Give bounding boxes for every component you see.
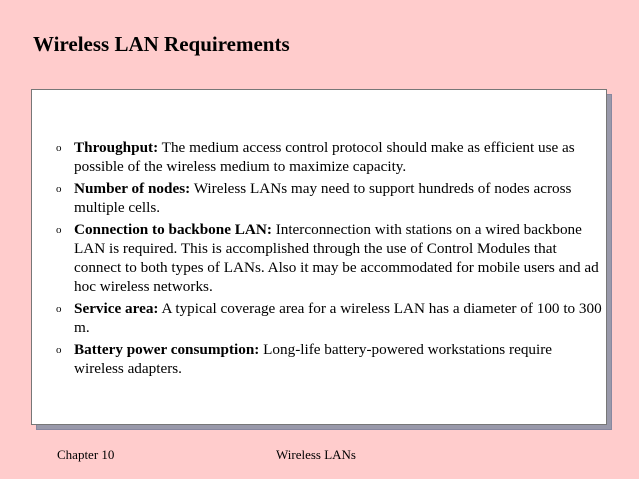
slide-title: Wireless LAN Requirements [33, 32, 290, 56]
bullet-marker-icon: o [56, 344, 62, 356]
bullet-item-connection-to-backbone [32, 220, 606, 296]
bullet-term: Connection to backbone LAN: [74, 221, 272, 238]
bullet-term: Throughput: [74, 139, 159, 156]
bullet-text: A typical coverage area for a wireless LAN has a diameter of 100 to 300 m. [74, 300, 602, 336]
bullet-text: The medium access control protocol should make as efficient use as possible of the wireless medium to maximize capacity. [74, 139, 575, 175]
bullet-marker-icon: o [56, 183, 62, 195]
bullet-text: Interconnection with stations on a wired backbone LAN is required. This is accomplished through the use of Control Modules that connect to both types of LANs. Also it may be accommodated for mobile users and ad hoc wireless networks. [74, 221, 599, 295]
bullet-item-service-area [32, 299, 606, 337]
bullet-term: Service area: [74, 300, 159, 317]
bullet-item-throughput [32, 138, 606, 176]
bullet-marker-icon: o [56, 224, 62, 236]
bullet-list [32, 138, 606, 381]
bullet-item-number-of-nodes [32, 179, 606, 217]
bullet-term: Number of nodes: [74, 180, 191, 197]
bullet-text: Long-life battery-powered workstations require wireless adapters. [74, 341, 553, 377]
bullet-marker-icon: o [56, 142, 62, 154]
footer-topic: Wireless LANs [276, 447, 356, 462]
bullet-marker-icon: o [56, 303, 62, 315]
bullet-term: Battery power consumption: [74, 341, 260, 358]
bullet-item-battery-power [32, 340, 606, 378]
footer-chapter: Chapter 10 [57, 447, 115, 462]
content-box [31, 89, 607, 425]
bullet-text: Wireless LANs may need to support hundreds of nodes across multiple cells. [74, 180, 572, 216]
